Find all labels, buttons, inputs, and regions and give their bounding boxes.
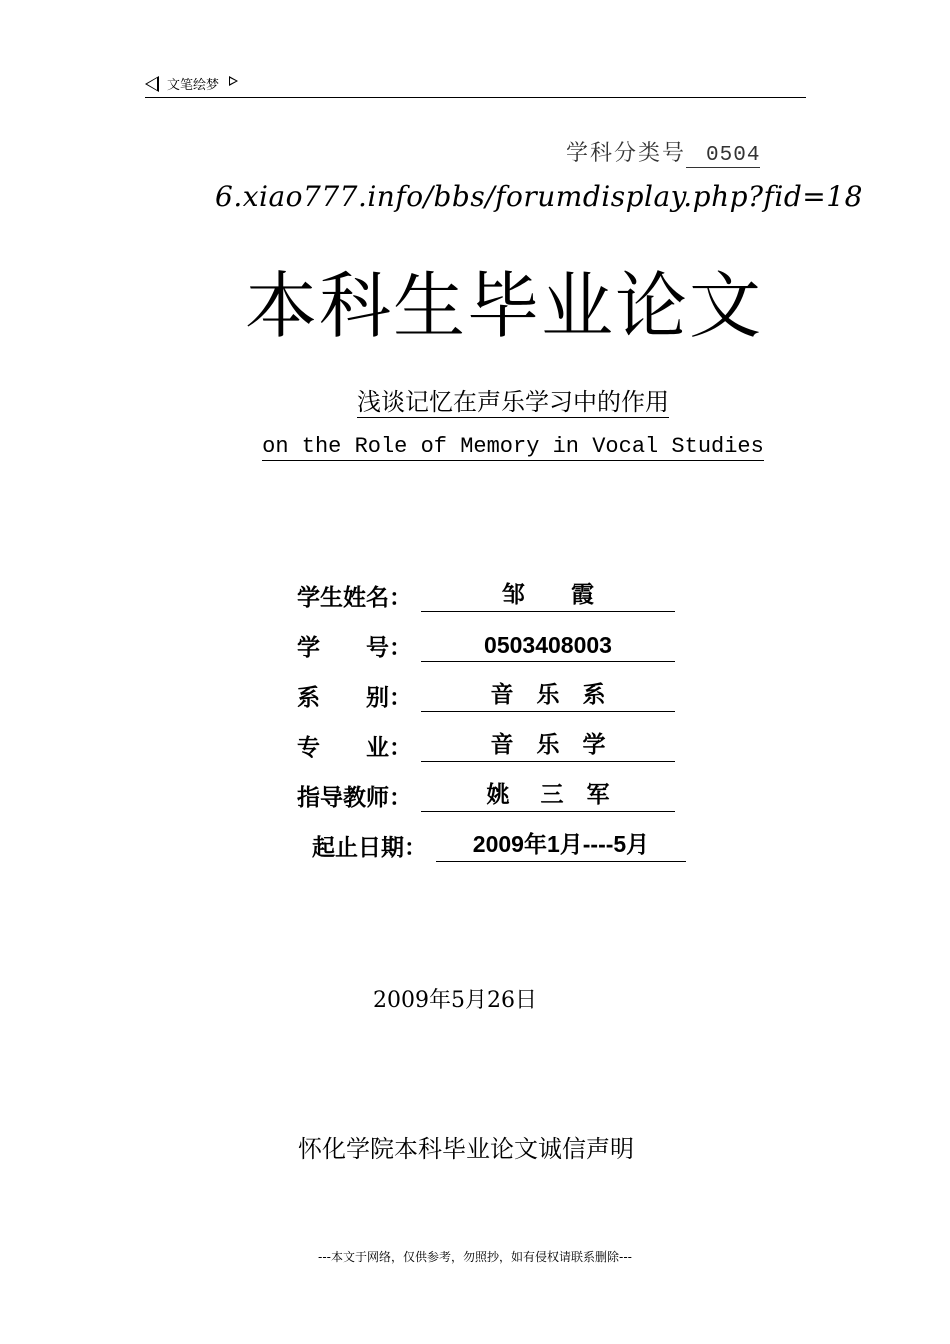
page-title: 本科生毕业论文 bbox=[244, 264, 763, 348]
info-value: 姚 三 军 bbox=[421, 776, 675, 812]
info-row-advisor bbox=[297, 778, 675, 812]
info-row-major bbox=[297, 728, 675, 762]
url-text: 6.xiao777.info/bbs/forumdisplay.php?fid=18 bbox=[215, 180, 863, 213]
document-date: 2009年5月26日 bbox=[373, 988, 537, 1013]
info-label: 指导教师： bbox=[297, 785, 412, 811]
right-triangle-icon bbox=[229, 76, 238, 86]
info-value: 2009年1月----5月 bbox=[436, 826, 686, 862]
info-label: 学生姓名： bbox=[297, 585, 412, 611]
info-row-period bbox=[312, 828, 686, 862]
running-header bbox=[145, 74, 238, 93]
info-row-department bbox=[297, 678, 675, 712]
footer-note: ---本文于网络，仅供参考，勿照抄，如有侵权请联系删除--- bbox=[318, 1250, 632, 1264]
info-row-student-id bbox=[297, 628, 675, 662]
declaration-title: 怀化学院本科毕业论文诚信声明 bbox=[298, 1135, 634, 1163]
info-value: 音 乐 系 bbox=[421, 676, 675, 712]
info-row-student-name bbox=[297, 578, 675, 612]
classification-label: 学科分类号 bbox=[566, 141, 687, 166]
header-rule bbox=[145, 97, 806, 98]
header-label: 文笔绘梦 bbox=[167, 78, 220, 93]
info-value: 音 乐 学 bbox=[421, 726, 675, 762]
info-label: 起止日期： bbox=[312, 835, 427, 861]
info-label: 系 别： bbox=[297, 685, 412, 711]
info-label: 学 号： bbox=[297, 635, 412, 661]
thesis-title-cn bbox=[0, 382, 950, 417]
thesis-title-en-text: on the Role of Memory in Vocal Studies bbox=[262, 434, 764, 459]
classification-number bbox=[566, 136, 760, 168]
thesis-title-cn-text: 浅谈记忆在声乐学习中的作用 bbox=[357, 388, 669, 416]
left-triangle-icon bbox=[145, 76, 159, 92]
info-label: 专 业： bbox=[297, 735, 412, 761]
thesis-title-en bbox=[0, 434, 950, 459]
classification-value: 0504 bbox=[686, 144, 760, 168]
info-value: 0503408003 bbox=[421, 632, 675, 662]
info-value: 邹 霞 bbox=[421, 576, 675, 612]
